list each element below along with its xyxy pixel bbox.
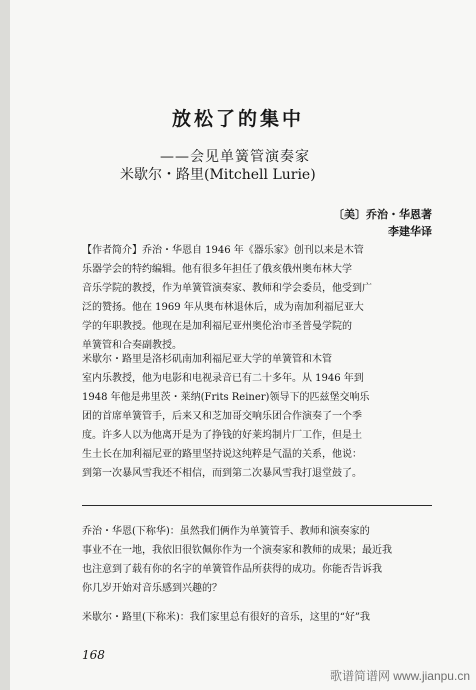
interview-answer	[82, 608, 434, 627]
author-credit: 〔美〕乔治・华恩著	[333, 208, 432, 221]
intro-line: 单簧管和合奏副教授。	[82, 340, 182, 351]
intro2-line: 团的首席单簧管手，后来又和芝加哥交响乐团合作演奏了一个季	[82, 411, 362, 422]
author-intro-paragraph	[82, 241, 434, 355]
intro2-line: 室内乐教授，他为电影和电视录音已有二十多年。从 1946 年到	[82, 373, 364, 384]
intro2-line: 度。许多人以为他离开是为了挣钱的好莱坞制片厂工作，但是土	[82, 430, 362, 441]
dialog-line: 你几岁开始对音乐感到兴趣的？	[82, 583, 222, 594]
lurie-intro-paragraph	[82, 350, 434, 483]
article-title: 放松了的集中	[171, 108, 304, 130]
intro-line: 乐器学会的特约编辑。他有很多年担任了俄亥俄州奥布林大学	[82, 264, 352, 275]
intro-line: 泛的赞扬。他在 1969 年从奥布林退休后，成为南加利福尼亚大	[82, 302, 364, 313]
page-number: 168	[82, 648, 105, 662]
interview-question	[82, 522, 434, 598]
intro2-line: 生土长在加利福尼亚的路里坚持说这纯粹是气温的关系，他说：	[82, 449, 362, 460]
site-watermark: 歌谱简谱网 www.jianpu.cn	[329, 669, 470, 683]
intro-line: 音乐学院的教授，作为单簧管演奏家、教师和学会委员，他受到广	[82, 283, 372, 294]
intro-line: 学的年职教授。他现在是加利福尼亚州奥伦治市圣普曼学院的	[82, 321, 352, 332]
dialog2-line: 米歇尔・路里(下称米)：我们家里总有很好的音乐，这里的“好”我	[82, 612, 371, 623]
section-divider	[82, 505, 432, 506]
intro2-line: 到第一次暴风雪我还不相信，而到第二次暴风雪我打退堂鼓了。	[82, 468, 362, 479]
dialog-line: 也注意到了载有你的名字的单簧管作品所获得的成功。你能否告诉我	[82, 564, 382, 575]
article-subtitle: ——会见单簧管演奏家	[160, 149, 310, 165]
intro-line: 【作者简介】乔治・华恩自 1946 年《器乐家》创刊以来是木管	[82, 245, 364, 256]
intro2-line: 1948 年他是弗里茨・莱纳(Frits Reiner)领导下的匹兹堡交响乐	[82, 392, 370, 403]
article-subtitle-name: 米歇尔・路里(Mitchell Lurie)	[120, 167, 316, 183]
dialog-line: 乔治・华恩(下称华)：虽然我们俩作为单簧管手、教师和演奏家的	[82, 526, 370, 537]
dialog-line: 事业不在一地，我依旧很钦佩你作为一个演奏家和教师的成果；最近我	[82, 545, 392, 556]
translator-credit: 李建华译	[388, 225, 432, 238]
intro2-line: 米歇尔・路里是洛杉矶南加利福尼亚大学的单簧管和木管	[82, 354, 332, 365]
